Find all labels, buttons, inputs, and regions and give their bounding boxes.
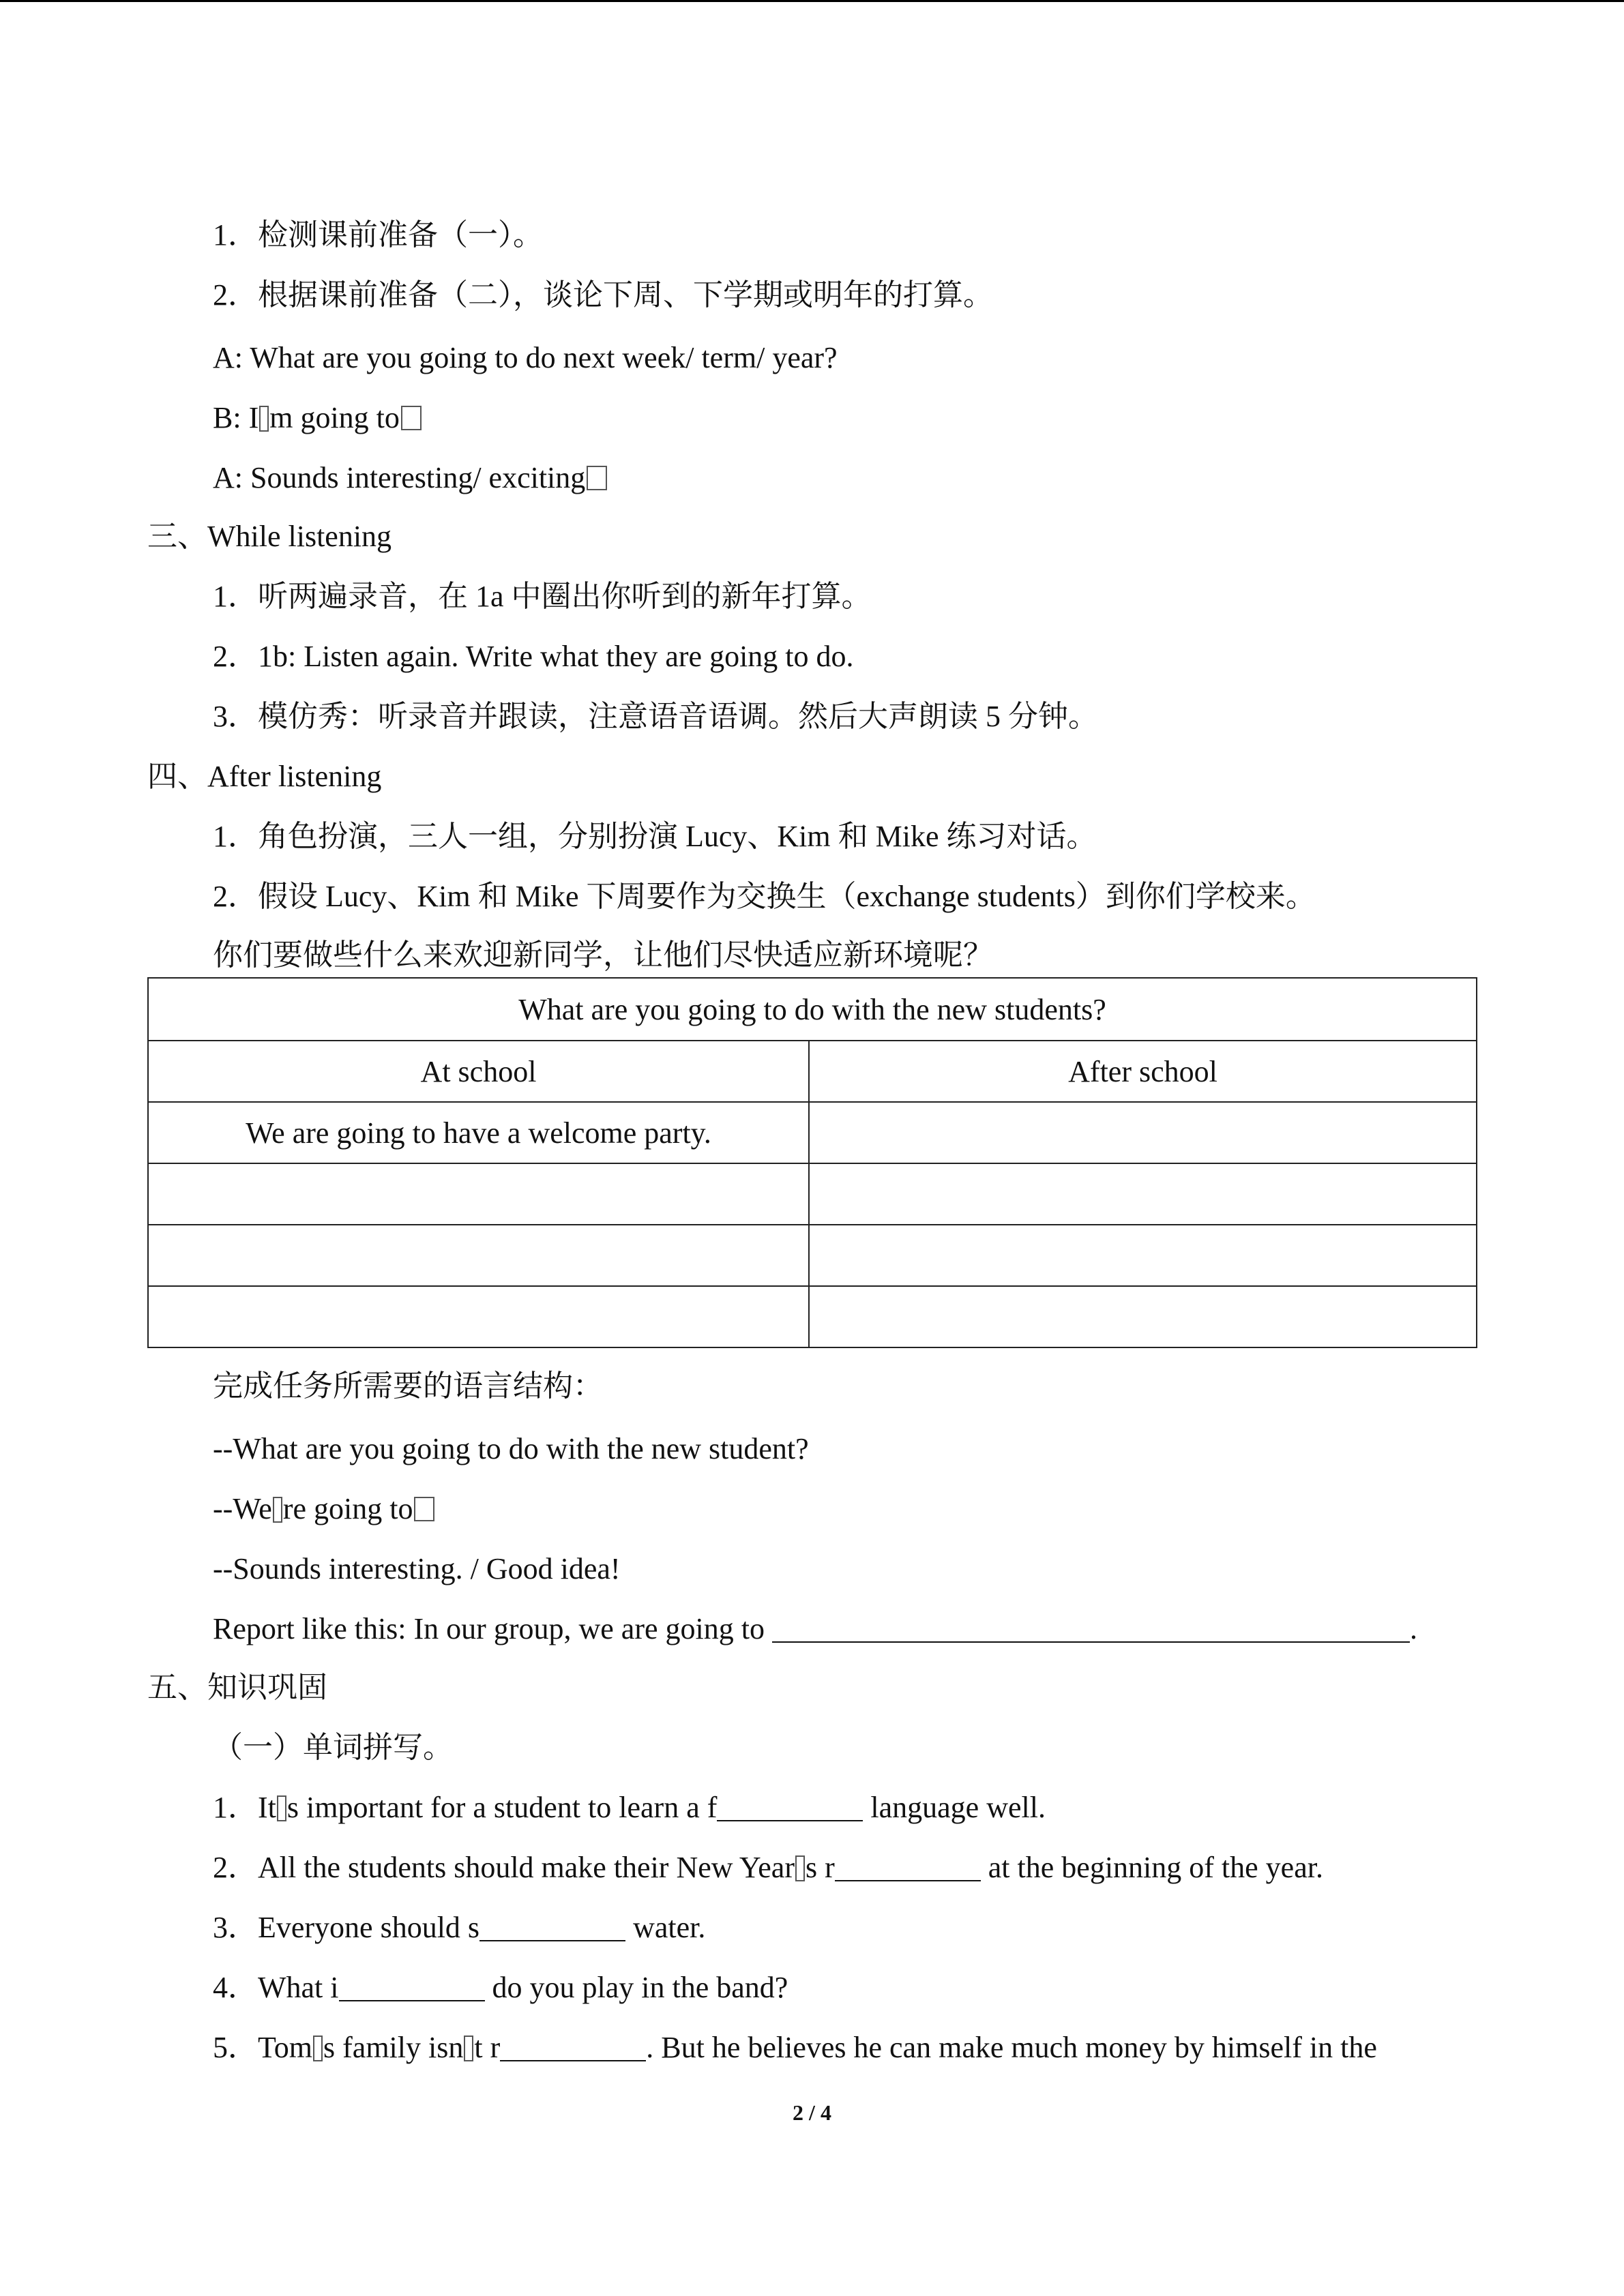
plan-table [147, 977, 1477, 1348]
after-task-2-continued: 你们要做些什么来欢迎新同学，让他们尽快适应新环境呢？ [213, 938, 993, 972]
table-title: What are you going to do with the new students? [148, 978, 1477, 1041]
table-cell [809, 1225, 1477, 1286]
missing-glyph [401, 406, 422, 430]
spelling-question-5: 5．Tom s family isn t r . But he believes he can make much money by himself in the [213, 2031, 1377, 2064]
table-cell [809, 1286, 1477, 1347]
table-header-at-school: At school [148, 1041, 809, 1102]
section-heading-while-listening: 三、While listening [147, 520, 392, 553]
spelling-question-4: 4．What i do you play in the band? [213, 1971, 788, 2004]
missing-glyph [587, 466, 607, 490]
section-heading-consolidation: 五、知识巩固 [147, 1671, 327, 1704]
answer-blank [479, 1913, 625, 1941]
missing-glyph [273, 1497, 282, 1523]
missing-glyph [313, 2036, 323, 2061]
structure-line-3: --Sounds interesting. / Good idea! [213, 1552, 621, 1585]
spelling-question-3: 3．Everyone should s water. [213, 1911, 706, 1944]
language-structure-heading: 完成任务所需要的语言结构： [213, 1369, 603, 1403]
missing-glyph [259, 406, 269, 432]
report-line: Report like this: In our group, we are going to . [213, 1612, 1417, 1645]
page-top-border [0, 0, 1624, 2]
table-cell [148, 1225, 809, 1286]
answer-blank [835, 1853, 981, 1881]
structure-line-1: --What are you going to do with the new student? [213, 1432, 809, 1465]
report-blank [772, 1614, 1410, 1643]
listening-task-1: 1．听两遍录音，在 1a 中圈出你听到的新年打算。 [213, 580, 872, 613]
step-2: 2．根据课前准备（二），谈论下周、下学期或明年的打算。 [213, 278, 993, 312]
structure-line-2: --We re going to [213, 1489, 434, 1530]
listening-task-2: 2．1b: Listen again. Write what they are going to do. [213, 640, 854, 673]
table-cell [809, 1102, 1477, 1163]
dialog-line-b: B: I m going to [213, 398, 422, 438]
page-number: 2 / 4 [793, 2100, 831, 2125]
table-cell: We are going to have a welcome party. [148, 1102, 809, 1163]
section-heading-after-listening: 四、After listening [147, 760, 382, 793]
step-1: 1．检测课前准备（一）。 [213, 218, 543, 252]
missing-glyph [414, 1497, 434, 1521]
dialog-line-a1: A: What are you going to do next week/ term/ year? [213, 341, 838, 374]
spelling-question-1: 1．It s important for a student to learn a f language well. [213, 1791, 1046, 1824]
table-cell [148, 1286, 809, 1347]
table-header-after-school: After school [809, 1041, 1477, 1102]
answer-blank [339, 1973, 485, 2001]
answer-blank [500, 2033, 646, 2061]
table-cell [809, 1163, 1477, 1225]
missing-glyph [277, 1795, 286, 1821]
table-cell [148, 1163, 809, 1225]
answer-blank [717, 1793, 863, 1821]
after-task-2: 2．假设 Lucy、Kim 和 Mike 下周要作为交换生（exchange students）到你们学校来。 [213, 880, 1316, 913]
dialog-line-a2: A: Sounds interesting/ exciting [213, 458, 607, 498]
after-task-1: 1．角色扮演，三人一组，分别扮演 Lucy、Kim 和 Mike 练习对话。 [213, 820, 1097, 853]
missing-glyph [464, 2036, 473, 2061]
missing-glyph [795, 1855, 805, 1881]
spelling-heading: （一）单词拼写。 [213, 1731, 453, 1764]
spelling-question-2: 2．All the students should make their New Year s r at the beginning of the year. [213, 1851, 1323, 1884]
listening-task-3: 3．模仿秀：听录音并跟读，注意语音语调。然后大声朗读 5 分钟。 [213, 700, 1098, 733]
